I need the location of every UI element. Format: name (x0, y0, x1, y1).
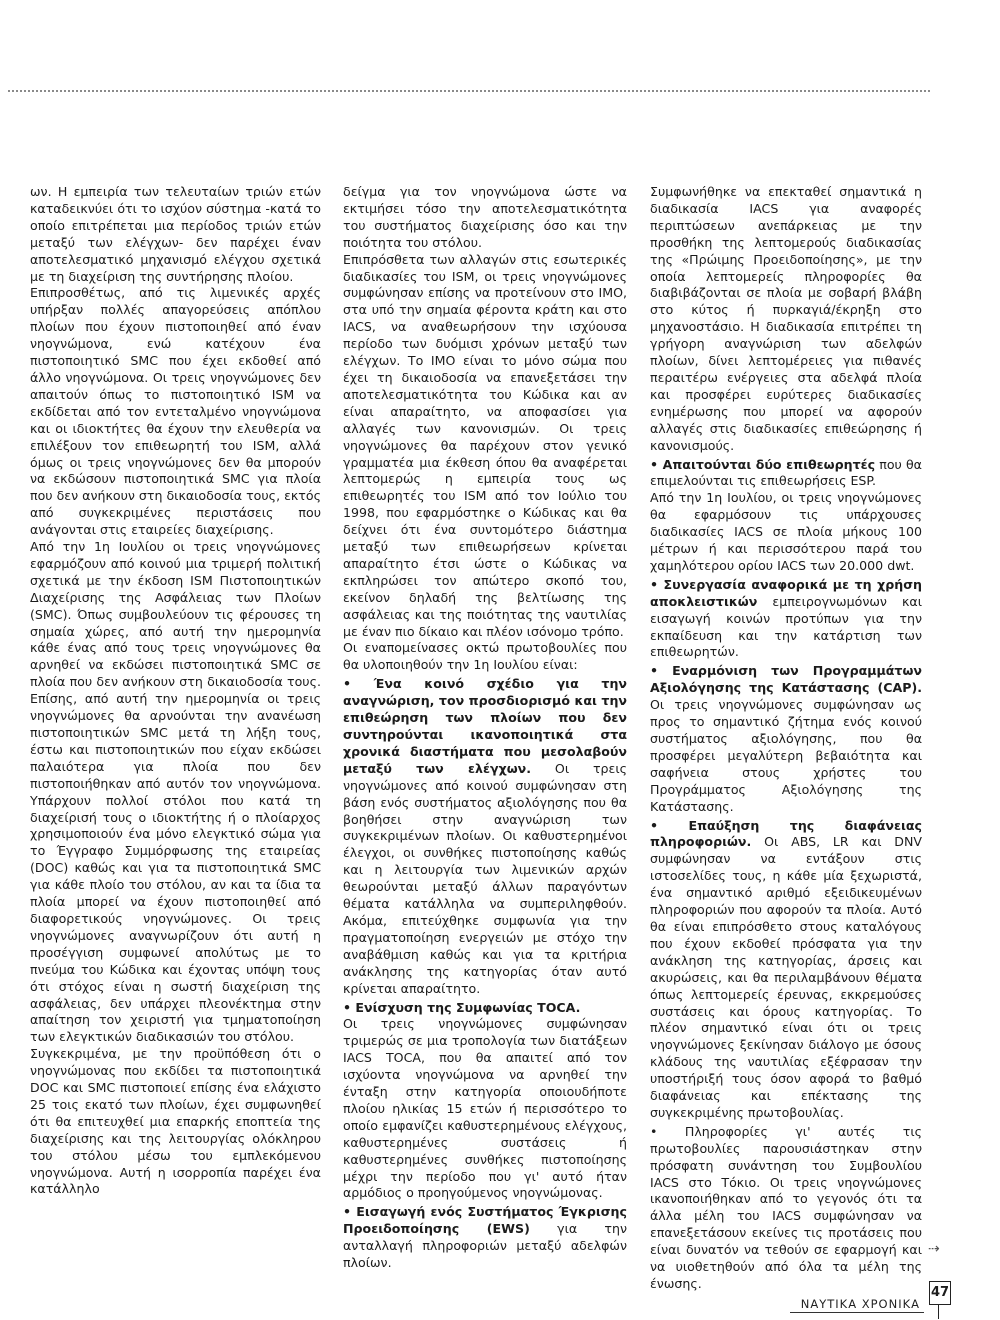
paragraph: Επιπροσθέτως, από τις λιμενικές αρχές υπήρξαν πολλές απαγορεύσεις απόπλου πλοίων που έχουν πιστοποιηθεί από έναν νηογνώμονα, ενώ κατέχουν ένα πιστοποιητικό SMC που έχει εκδοθεί από άλλο νηογνώμονα. Οι τρεις νηογνώμονες δεν απαιτούν όπως το πιστοποιητικό ISM να εκδίδεται από τον εντεταλμένο νηογνώμονα και οι ιδιοκτήτες θα έχουν την ελευθερία να επιλέξουν τον επιθεωρητή του ISM, αλλά όμως οι τρεις νηογνώμονες δεν θα μπορούν να εκδώσουν πιστοποιητικά SMC για πλοία που δεν ανήκουν στη δικαιοδοσία τους, εκτός από συγκεκριμένες περιστάσεις που ανάγονται στις εταιρείες διαχείρισης. (30, 285, 321, 538)
page-number-tail (938, 1305, 939, 1319)
paragraph: δείγμα για τον νηογνώμονα ώστε να εκτιμήσει τόσο την αποτελεσματικότητα του συστήματος διαχείρισης όσο και την ποιότητα του στόλου. (343, 184, 627, 250)
initiative-text: εμπειρογνωμόνων και εισαγωγή κοινών προτύπων για την εκπαίδευση και την κατάρτιση των επιθεωρητών. (650, 593, 922, 660)
paragraph: Από την 1η Ιουλίου, οι τρεις νηογνώμονες θα εφαρμόσουν τις υπάρχουσες διαδικασίες IACS σε πλοία μήκους 100 μέτρων ή και περισσότερου παρά του χαμηλότερου ορίου IACS των 20.000 dwt. (650, 490, 922, 573)
initiative-lead: • Εναρμόνιση των Προγραμμάτων Αξιολόγησης της Κατάστασης (CAP). (650, 663, 922, 696)
initiative-lead: • Συνεργασία αναφορικά με τη χρήση αποκλειστικών (650, 576, 922, 609)
column-2 (343, 184, 627, 1271)
paragraph: ων. Η εμπειρία των τελευταίων τριών ετών καταδεικνύει ότι το ισχύον σύστημα -κατά το οποίο επιτρέπεται μια περίοδος τριών ετών μεταξύ των ελέγχων- δεν παρέχει έναν αποτελεσματικό μηχανισμό ελέγχου σχετικά με τη διαχείριση της συντήρησης πλοίου. (30, 184, 321, 284)
initiative-text: που θα επιμελούνται τις επιθεωρήσεις ESP. (650, 456, 922, 489)
initiative-item (650, 457, 922, 491)
continue-arrow-icon: ⇢ (928, 1241, 940, 1257)
initiative-text: Οι τρεις νηογνώμονες συμφώνησαν ως προς το σημαντικό ζήτημα ενός κοινού συστήματος αξιολόγησης, που θα προσφέρει μεγαλύτερη βεβαιότητα και σαφήνεια στους χρήστες του Προγράμματος Αξιολόγησης της Κατάστασης. (650, 697, 922, 814)
initiative-item (343, 676, 627, 997)
publication-title: ΝΑΥΤΙΚΑ ΧΡΟΝΙΚΑ (800, 1297, 920, 1311)
article-body (0, 184, 1000, 1291)
paragraph: • Πληροφορίες γι' αυτές τις πρωτοβουλίες παρουσιάστηκαν στην πρόσφατη συνάντηση του Συμβουλίου IACS στο Τόκιο. Οι τρεις νηογνώμονες ικανοποιήθηκαν από το γεγονός ότι τα άλλα μέλη του IACS συμφώνησαν να επανεξετάσουν εκείνες τις προτάσεις που είναι δυνατόν να τεθούν σε εφαρμογή και να υιοθετηθούν από όλα τα μέλη της ένωσης. (650, 1123, 922, 1291)
initiative-heading (343, 1000, 627, 1017)
footer-rule (790, 1312, 924, 1313)
header-dotted-rule (8, 90, 930, 92)
initiative-lead: • Επαύξηση της διαφάνειας πληροφοριών. (650, 817, 922, 850)
paragraph: Από την 1η Ιουλίου οι τρεις νηογνώμονες εφαρμόζουν από κοινού μια τριμερή πολιτική σχετικά με την έκδοση ISM Πιστοποιητικών Διαχείρισης της Ασφάλειας των Πλοίων (SMC). Όπως συμβουλεύουν τις φέρουσες τη σημαία χώρες, από αυτή την ημερομηνία κάθε ένας από τους τρεις νηογνώμονες θα αρνηθεί να εκδώσει πιστοποιητικά SMC σε πλοία που δεν ανήκουν στη δικαιοδοσία τους. Επίσης, από αυτή την ημερομηνία οι τρεις νηογνώμονες θα αρνούνται την ανανέωση πιστοποιητικών SMC μετά τη λήξη τους, έστω και πιστοποιητικών που είχαν εκδώσει παλαιότερα για πλοία που δεν πιστοποιήθηκαν από αυτόν τον νηογνώμονα. Υπάρχουν πολλοί στόλοι που κατά τη διαχείρισή τους ο ιδιοκτήτης ή ο πλοίαρχος χρησιμοποιούν ένα μόνο ελεγκτικό σώμα για το Έγγραφο Συμμόρφωσης της εταιρείας (DOC) καθώς και για τα πιστοποιητικά SMC για κάθε πλοίο του στόλου, αν και τα ίδια τα πλοία μπορεί να έχουν πιστοποιηθεί από διαφορετικούς νηογνώμονες. Οι τρεις νηογνώμονες αναγνωρίζουν ότι αυτή η προσέγγιση συμφωνεί απολύτως με το πνεύμα του Κώδικα και έχοντας υπόψη τους ότι στόχος είναι η σωστή διαχείριση της ασφάλειας, δεν υπάρχει πλεονέκτημα στην απαίτηση τον χειριστή για τμηματοποίηση των ελεγκτικών διαδικασιών του στόλου. (30, 539, 321, 1045)
initiative-lead: • Ένα κοινό σχέδιο για την αναγνώριση, τον προσδιορισμό και την επιθεώρηση των πλοίων που δεν συντηρούνται ικανοποιητικά στα χρονικά διαστήματα που μεσολαβούν μεταξύ των ελέγχων. (343, 676, 627, 776)
initiative-item (650, 663, 922, 815)
paragraph: Επιπρόσθετα των αλλαγών στις εσωτερικές διαδικασίες του ISM, οι τρεις νηογνώμονες συμφώνησαν επίσης να προτείνουν στο ΙΜΟ, στα υπό την σημαία φέροντα κράτη και στο IACS, να αναθεωρήσουν την ισχύουσα περίοδο των δυόμισι χρόνων μεταξύ των ελέγχων. Το ΙΜΟ είναι το μόνο σώμα που έχει τη δικαιοδοσία να επανεξετάσει την αποτελεσματικότητα του Κώδικα και αν είναι απαραίτητο, να αποφασίσει για αλλαγές των κανονισμών. Οι τρεις νηογνώμονες θα παρέχουν στον γενικό γραμματέα μια έκθεση όπου θα αναφέρεται λεπτομερώς η εμπειρία τους ως επιθεωρητές του ISM από τον Ιούλιο του 1998, που εφαρμόστηκε ο Κώδικας και θα δείχνει ότι ένα συντομότερο διάστημα μεταξύ των επιθεωρήσεων κρίνεται απαραίτητο έτσι ώστε ο Κώδικας να εκπληρώσει τον απώτερο σκοπό του, εκείνον δηλαδή της βελτίωσης της ασφάλειας και της ποιότητας της ναυτιλίας με έναν πιο δίκαιο και πλέον ισόνομο τρόπο. (343, 251, 627, 639)
initiative-text: Οι τρεις νηογνώμονες από κοινού συμφώνησαν στη βάση ενός συστήματος αξιολόγησης που θα βοηθήσει στην αναγνώριση των συγκεκριμένων πλοίων. Οι καθυστερημένοι έλεγχοι, οι συνθήκες πιστοποίησης καθώς και η λειτουργία των λιμενικών αρχών θεωρούνται μεταξύ άλλων παραγόντων θέματα κατάλληλα να συμπεριληφθούν. Ακόμα, επιτεύχθηκε συμφωνία για την πραγματοποίηση ενεργειών με στόχο την αναβάθμιση καθώς και για τα κριτήρια ανάκλησης της κατηγορίας όταν αυτό κρίνεται απαραίτητο. (343, 760, 627, 996)
column-1 (30, 184, 321, 1264)
initiative-item (650, 577, 922, 662)
paragraph: Οι εναπομείνασες οκτώ πρωτοβουλίες που θα υλοποιηθούν την 1η Ιουλίου είναι: (343, 640, 627, 673)
initiative-lead: • Απαιτούνται δύο επιθεωρητές (650, 456, 876, 472)
initiative-lead: • Ενίσχυση της Συμφωνίας TOCA. (343, 999, 581, 1015)
column-3 (650, 184, 922, 1291)
initiative-text: Οι ABS, LR και DNV συμφώνησαν να εντάξουν στις ιστοσελίδες τους, η κάθε μία ξεχωριστά, ένα σημαντικό αριθμό εξειδικευμένων πληροφοριών που αφορούν τα πλοία. Αυτό θα είναι επιπρόσθετο στους καταλόγους που έχουν εκδοθεί πρόσφατα για την ανάκληση της κατηγορίας, άρσεις και ακυρώσεις, και θα περιλαμβάνουν θέματα όπως λεπτομερείς έρευνας, εκκρεμούσες συστάσεις και όρους κατηγορίας. Το πλέον σημαντικό είναι ότι οι τρεις νηογνώμονες ξεκίνησαν διάλογο με όσους κλάδους της ναυτιλίας εξέφρασαν την υποστήριξή τους όσον αφορά το βαθμό διαφάνειας και επέκτασης της συγκεκριμένης πρωτοβουλίας. (650, 834, 922, 1120)
page-number: 47 (929, 1281, 951, 1305)
initiative-item (343, 1204, 627, 1272)
paragraph: Συγκεκριμένα, με την προϋπόθεση ότι ο νηογνώμονας που εκδίδει τα πιστοποιητικά DOC και SMC πιστοποιεί επίσης ένα ελάχιστο 25 τοις εκατό των πλοίων, έχει συμφωνηθεί ότι θα επιτευχθεί μια επαρκής εποπτεία της διαχείρισης και της λειτουργίας ολόκληρου του στόλου μέσω του εμπλεκόμενου νηογνώμονα. Αυτή η ισορροπία παρέχει ένα κατάλληλο (30, 1046, 321, 1197)
paragraph: Οι τρεις νηογνώμονες συμφώνησαν τριμερώς σε μια τροπολογία των διατάξεων IACS TOCA, που θα απαιτεί από τον ισχύοντα νηογνώμονα να αρνηθεί την ένταξη στην κατηγορία οποιουδήποτε πλοίου ηλικίας 15 ετών ή περισσότερο το οποίο εμφανίζει καθυστερημένους ελέγχους, καθυστερημένες συστάσεις ή καθυστερημένες συνθήκες πιστοποίησης μέχρι την περίοδο που γι' αυτό ήταν αρμόδιος ο προηγούμενος νηογνώμονας. (343, 1016, 627, 1201)
initiative-item (650, 818, 922, 1122)
initiative-text: για την ανταλλαγή πληροφοριών μεταξύ αδελφών πλοίων. (343, 1221, 627, 1271)
paragraph: Συμφωνήθηκε να επεκταθεί σημαντικά η διαδικασία IACS για αναφορές περιπτώσεων ανεπάρκειας με την προσθήκη της λεπτομερούς διαδικασίας της «Πρώιμης Προειδοποίησης», με την οποία λεπτομερείς πληροφορίες θα διαβιβάζονται σε πλοία με σοβαρή βλάβη στο κύτος ή πυρκαγιά/έκρηξη στο μηχανοστάσιο. Η διαδικασία επιτρέπει τη γρήγορη αναγνώριση των αδελφών πλοίων, δίνει λεπτομέρειες για πιθανές περαιτέρω ενέργειες στα αδελφά πλοία και προσφέρει ευρύτερες διαδικασίες ενημέρωσης που μπορεί να αφορούν αλλαγές στις διαδικασίες επιθεώρησης ή κανονισμούς. (650, 184, 922, 453)
initiative-lead: • Εισαγωγή ενός Συστήματος Έγκρισης Προειδοποίησης (EWS) (343, 1204, 627, 1237)
